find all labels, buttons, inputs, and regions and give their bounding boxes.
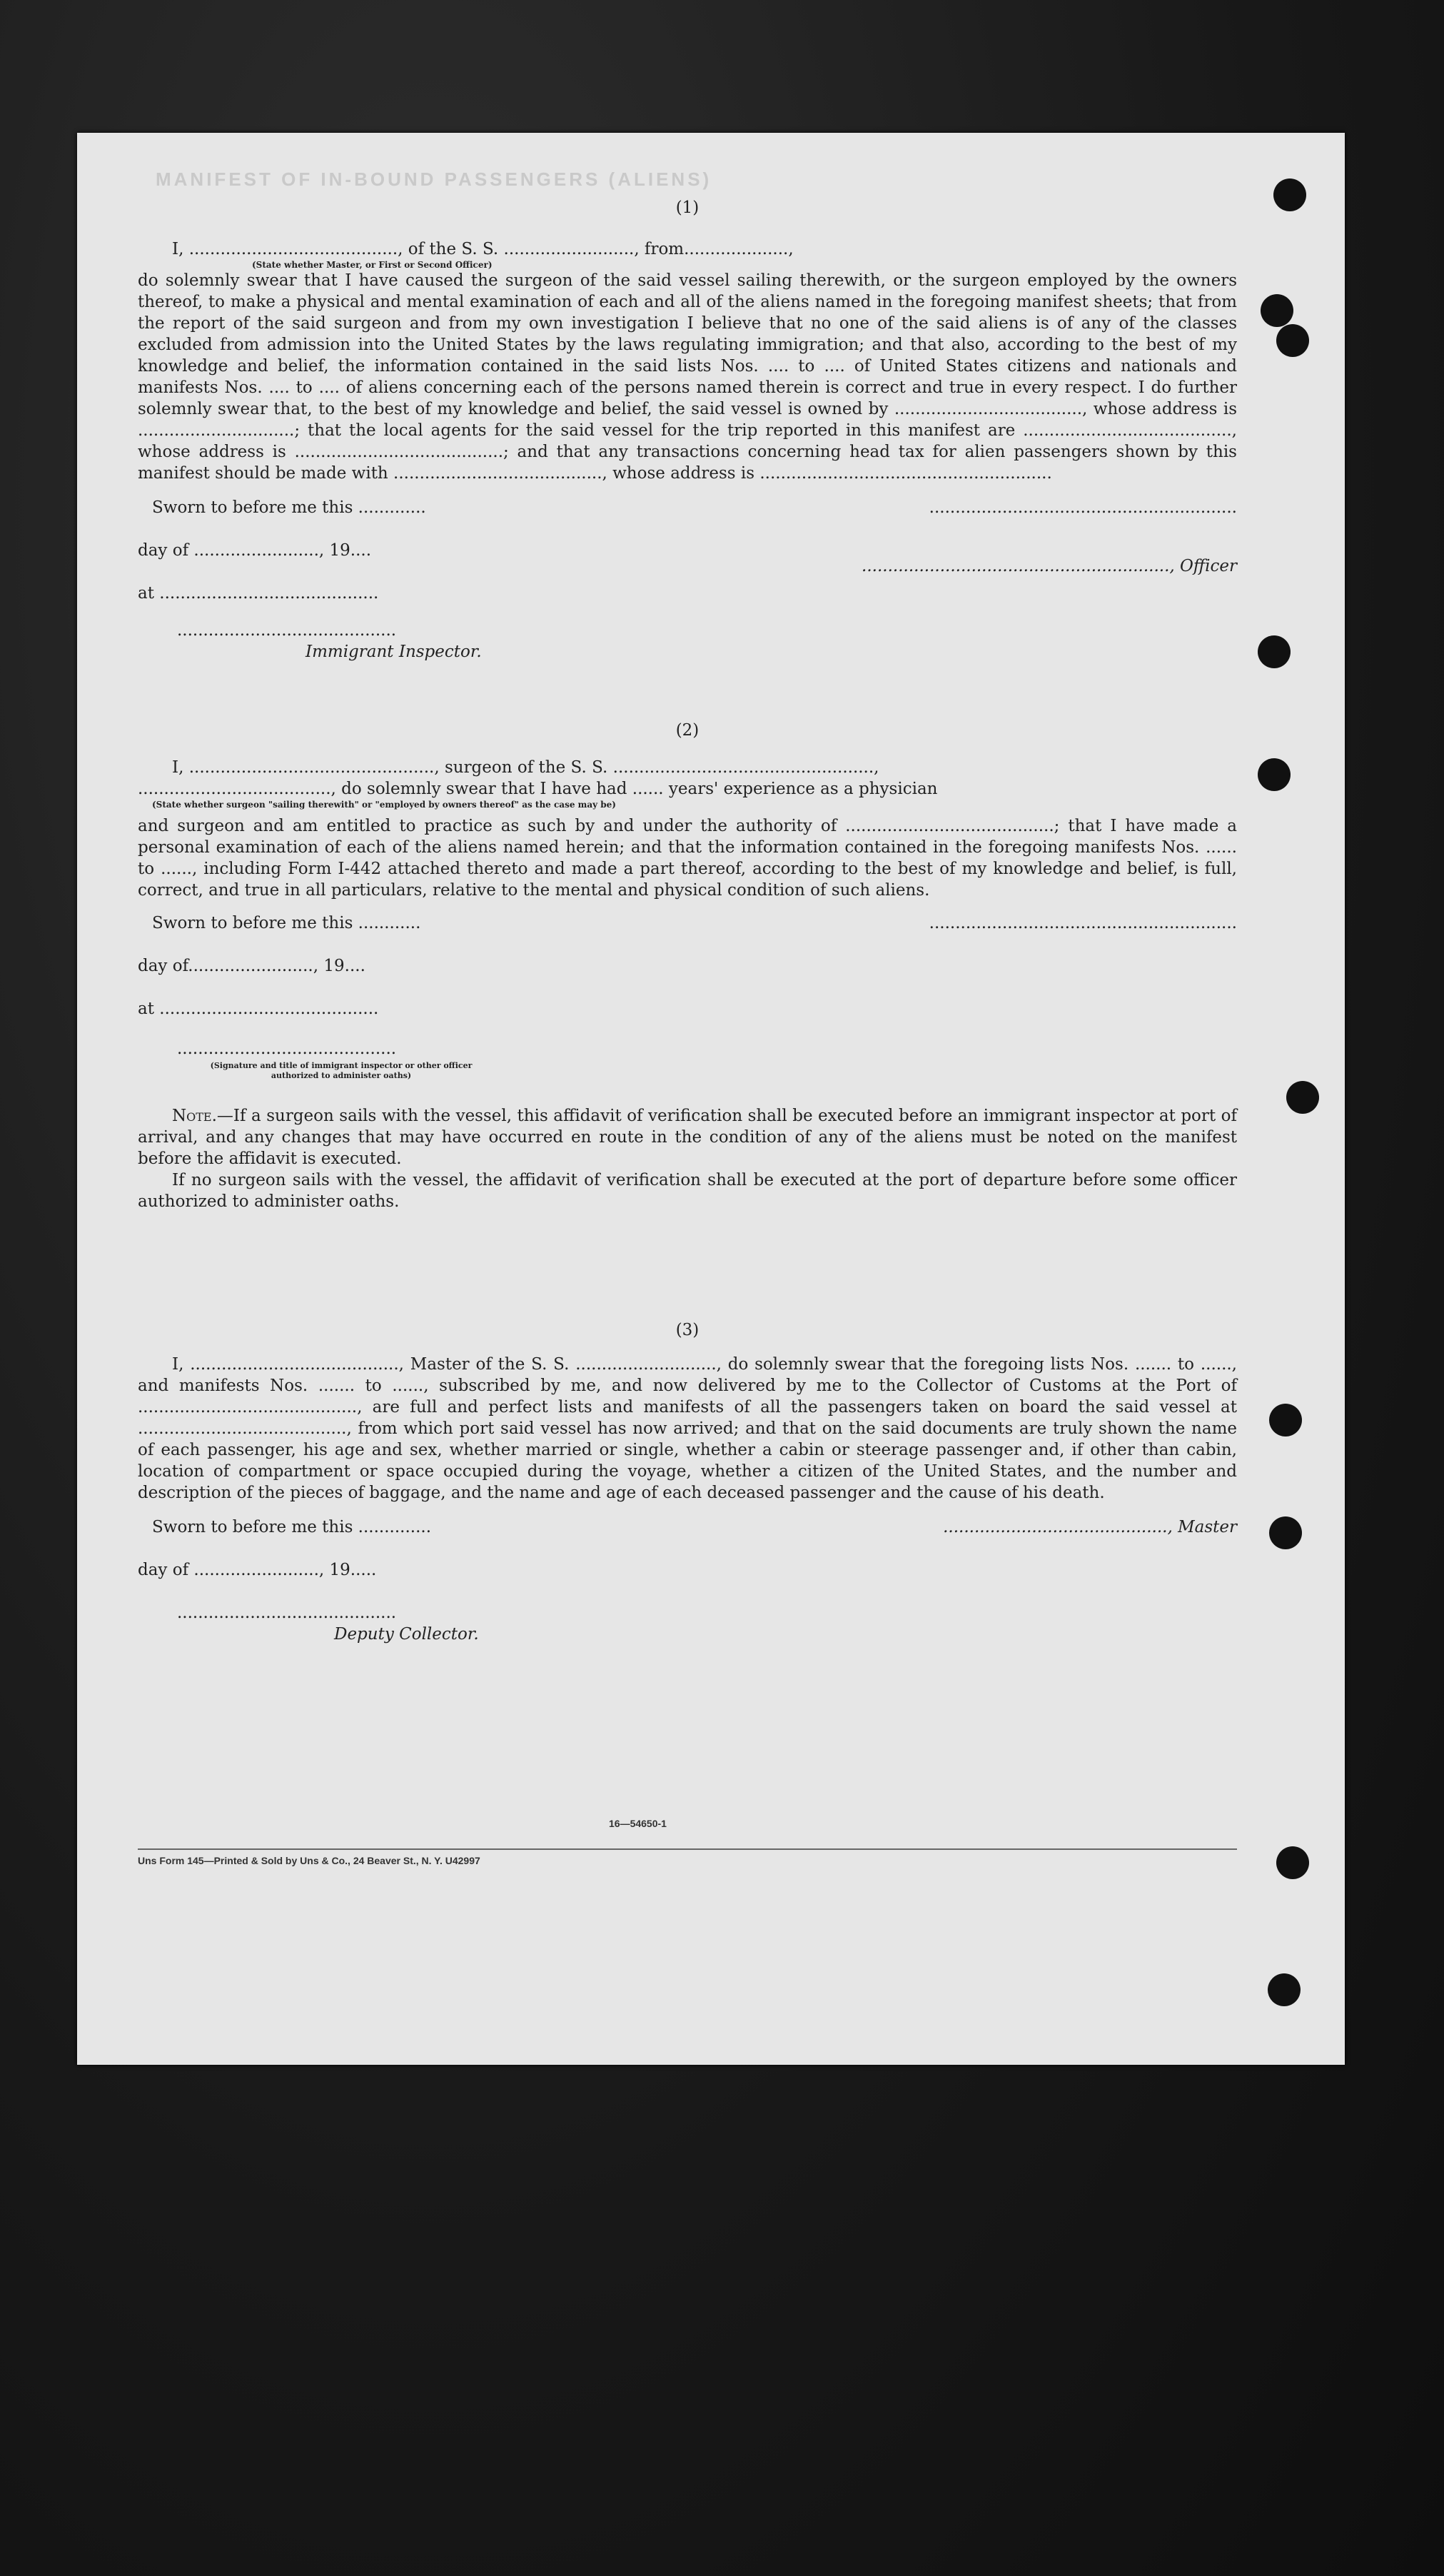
inspector-dots: .......................................... [177, 621, 397, 640]
signature-line: ........................................................... [929, 498, 1237, 517]
collector-dots: .......................................... [177, 1604, 397, 1622]
sworn-line: Sworn to before me this ............. [152, 498, 426, 517]
officer-line: ..........................................................., Officer [862, 557, 1237, 575]
section-number: (3) [675, 1321, 700, 1339]
day-line: day of........................, 19.... [138, 957, 365, 975]
signature-note: (Signature and title of immigrant inspector or other officer authorized to administer oaths) [210, 1061, 473, 1080]
form-number: 16—54650-1 [609, 1818, 667, 1829]
surgeon-note [138, 1105, 1237, 1169]
note-text: —If a surgeon sails with the vessel, this affidavit of verification shall be executed before an immigrant inspector at port of arrival, and any changes that may have occurred en route in the condition of any of the aliens must be noted on the manifest before the affidavit is executed. [138, 1107, 1237, 1168]
faint-header: MANIFEST OF IN-BOUND PASSENGERS (ALIENS) [156, 168, 712, 190]
surgeon-first-line: I, ..............................................., surgeon of the S. S. .................................................., [172, 758, 879, 777]
collector-title: Deputy Collector. [334, 1625, 479, 1644]
document-page [77, 133, 1345, 2065]
master-line: ..........................................., Master [943, 1518, 1237, 1536]
punch-hole [1258, 758, 1291, 791]
signature-block-3 [138, 1516, 1237, 1659]
oath-first-line: I, ........................................, of the S. S. ........................., from...................., [172, 240, 794, 258]
field-note: (State whether Master, or First or Second Officer) [252, 260, 493, 270]
signature-dots: .......................................... [177, 1040, 397, 1058]
footer-rule [138, 1848, 1237, 1850]
signature-line: ........................................................... [929, 914, 1237, 932]
punch-hole [1286, 1081, 1319, 1114]
master-body: I, ........................................, Master of the S. S. ..........................., do solemnly swear that the foregoing lists Nos. ....... to ......, and manifests Nos. ....... to ......, subscribed by me, and now delivered by me to the Collector of Customs at the Port of .........................................., are full and perfect lists and manifests of all the passengers taken on board the said vessel at ........................................, from which port said vessel has now arrived; and that on the said documents are truly shown the name of each passenger, his age and sex, whether married or single, whether a cabin or steerage passenger and, if other than cabin, location of compartment or space occupied during the voyage, whether a citizen of the United States, and the number and description of the pieces of baggage, and the name and age of each deceased passenger and the cause of his death. [138, 1355, 1237, 1502]
surgeon-second-line: ....................................., do solemnly swear that I have had ...... years' experience as a physician [138, 780, 938, 798]
printer-footer: Uns Form 145—Printed & Sold by Uns & Co., 24 Beaver St., N. Y. U42997 [138, 1855, 480, 1866]
day-line: day of ........................, 19.... [138, 541, 372, 560]
punch-hole [1261, 294, 1293, 327]
surgeon-note-2: If no surgeon sails with the vessel, the affidavit of verification shall be executed at the port of departure before some officer authorized to administer oaths. [138, 1171, 1237, 1211]
punch-hole [1276, 1846, 1309, 1879]
punch-hole [1258, 635, 1291, 668]
affidavit-content [138, 197, 1237, 1659]
signature-block-1 [138, 497, 1237, 675]
day-line: day of ........................, 19..... [138, 1561, 377, 1579]
section-number: (1) [675, 198, 700, 217]
oath-body: do solemnly swear that I have caused the surgeon of the said vessel sailing therewith, or the surgeon employed by the owners thereof, to make a physical and mental examination of each and all of the aliens named in the foregoing manifest sheets; that from the report of the said surgeon and from my own investigation I believe that no one of the said aliens is of any of the classes excluded from admission into the United States by the laws regulating immigration; and that also, according to the best of my knowledge and belief, the information contained in the said lists Nos. .... to .... of United States citizens and nationals and manifests Nos. .... to .... of aliens concerning each of the persons named therein is correct and true in every respect. I do further solemnly swear that, to the best of my knowledge and belief, the said vessel is owned by ...................................., whose address is ..............................; that the local agents for the said vessel for the trip reported in this manifest are ........................................, whose address is ........................................; and that any transactions concerning head tax for alien passengers shown by this manifest should be made with ........................................, whose address is ........................................................ [138, 271, 1237, 483]
inspector-title: Immigrant Inspector. [306, 643, 482, 661]
punch-hole [1276, 324, 1309, 357]
punch-hole [1269, 1516, 1302, 1549]
at-line: at .......................................... [138, 584, 379, 603]
surgeon-body: and surgeon and am entitled to practice as such by and under the authority of ........................................; that I have made a personal examination of each of the aliens named herein; and that the information contained in the foregoing manifests Nos. ...... to ......, including Form I-442 attached thereto and made a part thereof, according to the best of my knowledge and belief, is full, correct, and true in all particulars, relative to the mental and physical condition of such aliens. [138, 817, 1237, 900]
sworn-line: Sworn to before me this .............. [152, 1518, 432, 1536]
note-label: Note. [172, 1107, 217, 1125]
punch-hole [1268, 1973, 1301, 2006]
punch-hole [1273, 178, 1306, 211]
field-note: (State whether surgeon "sailing therewith" or "employed by owners thereof" as the case may be) [152, 800, 616, 810]
signature-block-2 [138, 912, 1237, 1105]
sworn-line: Sworn to before me this ............ [152, 914, 421, 932]
section-number: (2) [675, 721, 700, 740]
at-line: at .......................................... [138, 1000, 379, 1018]
punch-hole [1269, 1404, 1302, 1437]
